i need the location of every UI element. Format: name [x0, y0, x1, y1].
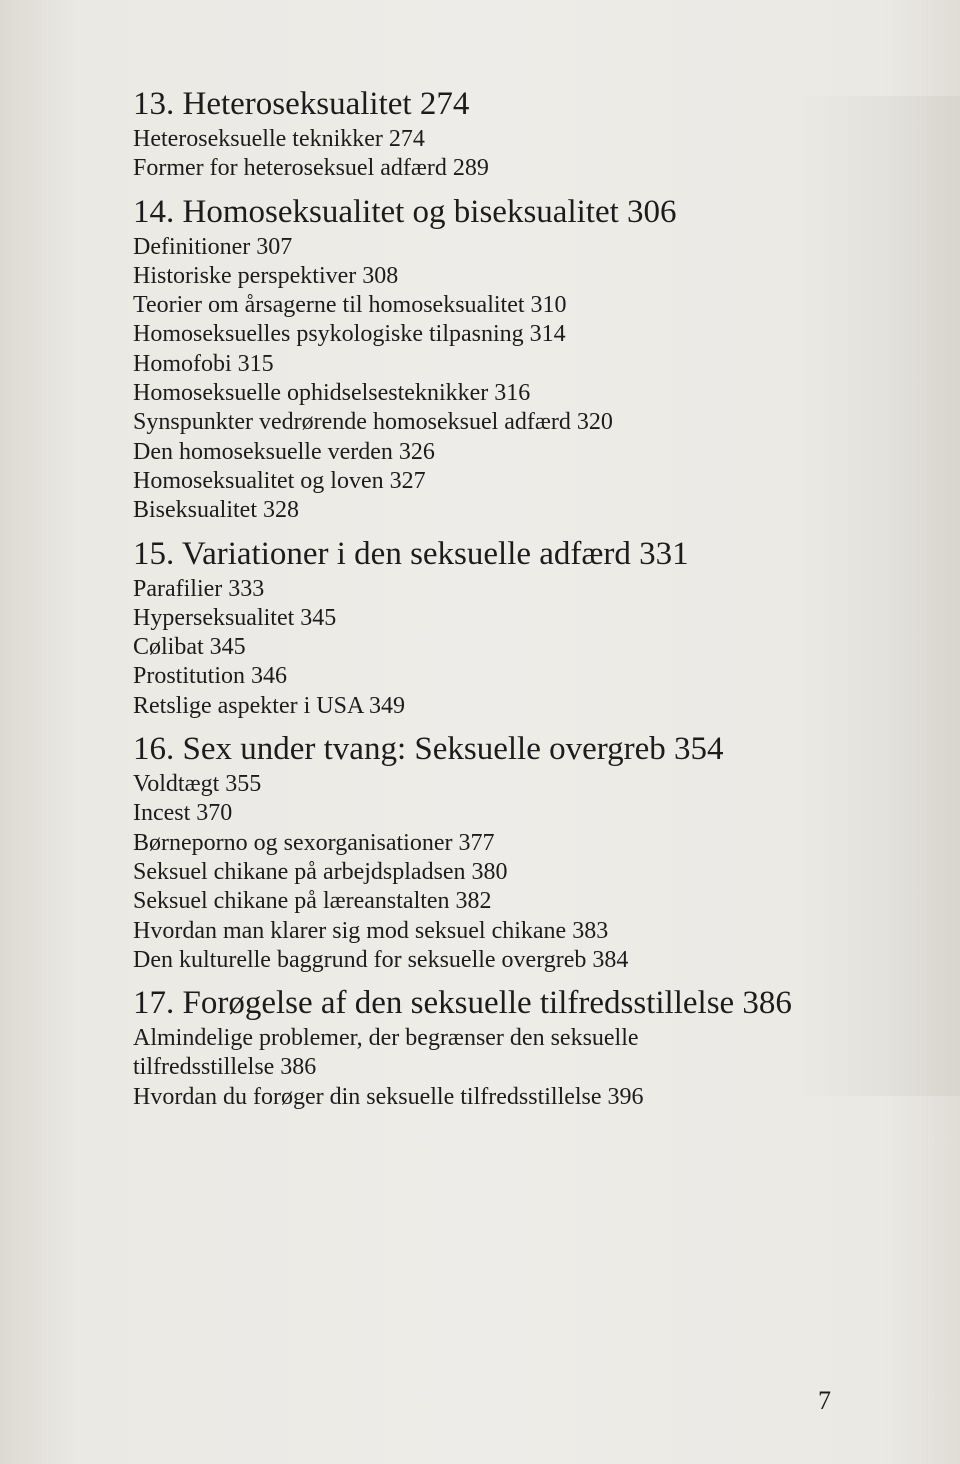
chapter-title: 16. Sex under tvang: Seksuelle overgreb 354 — [133, 731, 724, 768]
chapter-title: 14. Homoseksualitet og biseksualitet 306 — [133, 193, 677, 230]
toc-entry: Hvordan du forøger din seksuelle tilfredsstillelse 396 — [133, 1083, 644, 1110]
chapter-13 — [133, 83, 853, 184]
toc-entry: Homofobi 315 — [133, 350, 274, 377]
toc-entry: Hvordan man klarer sig mod seksuel chikane 383 — [133, 917, 609, 944]
toc-entry: Synspunkter vedrørende homoseksuel adfærd 320 — [133, 409, 613, 436]
chapter-entries — [133, 233, 853, 526]
chapter-16 — [133, 728, 853, 975]
toc-entry: Retslige aspekter i USA 349 — [133, 692, 405, 719]
toc-entry: Incest 370 — [133, 800, 233, 827]
toc-entry: Heteroseksuelle teknikker 274 — [133, 126, 425, 152]
toc-entry: Cølibat 345 — [133, 634, 246, 661]
chapter-entries — [133, 1024, 853, 1112]
toc-entry: Hyperseksualitet 345 — [133, 604, 337, 631]
chapter-entries — [133, 770, 853, 975]
toc-entry: Teorier om årsagerne til homoseksualitet 310 — [133, 292, 567, 319]
toc-entry: Voldtægt 355 — [133, 771, 262, 798]
toc-entry: Børneporno og sexorganisationer 377 — [133, 829, 495, 856]
toc-entry: Biseksualitet 328 — [133, 497, 299, 524]
toc-entry: Seksuel chikane på arbejdspladsen 380 — [133, 858, 508, 885]
toc-entry: Definitioner 307 — [133, 233, 293, 260]
chapter-title: 17. Forøgelse af den seksuelle tilfredsstillelse 386 — [133, 985, 792, 1022]
toc-entry: Almindelige problemer, der begrænser den seksuelle tilfredsstillelse 386 — [133, 1025, 639, 1081]
chapter-title: 13. Heteroseksualitet 274 — [133, 86, 470, 122]
chapter-entries — [133, 575, 853, 721]
toc-entry: Prostitution 346 — [133, 663, 288, 690]
toc-entry: Homoseksuelle ophidselsesteknikker 316 — [133, 380, 531, 407]
chapter-14 — [133, 191, 853, 526]
toc-entry: Den kulturelle baggrund for seksuelle overgreb 384 — [133, 946, 629, 973]
table-of-contents — [133, 83, 853, 1112]
chapter-15 — [133, 533, 853, 721]
toc-entry: Seksuel chikane på læreanstalten 382 — [133, 888, 492, 915]
page-number: 7 — [818, 1386, 831, 1415]
chapter-17 — [133, 982, 853, 1112]
toc-entry: Parafilier 333 — [133, 575, 265, 602]
toc-entry: Homoseksualitet og loven 327 — [133, 467, 426, 494]
chapter-entries — [133, 125, 853, 184]
chapter-title: 15. Variationer i den seksuelle adfærd 331 — [133, 535, 689, 572]
toc-entry: Homoseksuelles psykologiske tilpasning 314 — [133, 321, 566, 348]
toc-entry: Den homoseksuelle verden 326 — [133, 438, 435, 465]
toc-entry: Former for heteroseksuel adfærd 289 — [133, 155, 489, 182]
toc-entry: Historiske perspektiver 308 — [133, 262, 399, 289]
